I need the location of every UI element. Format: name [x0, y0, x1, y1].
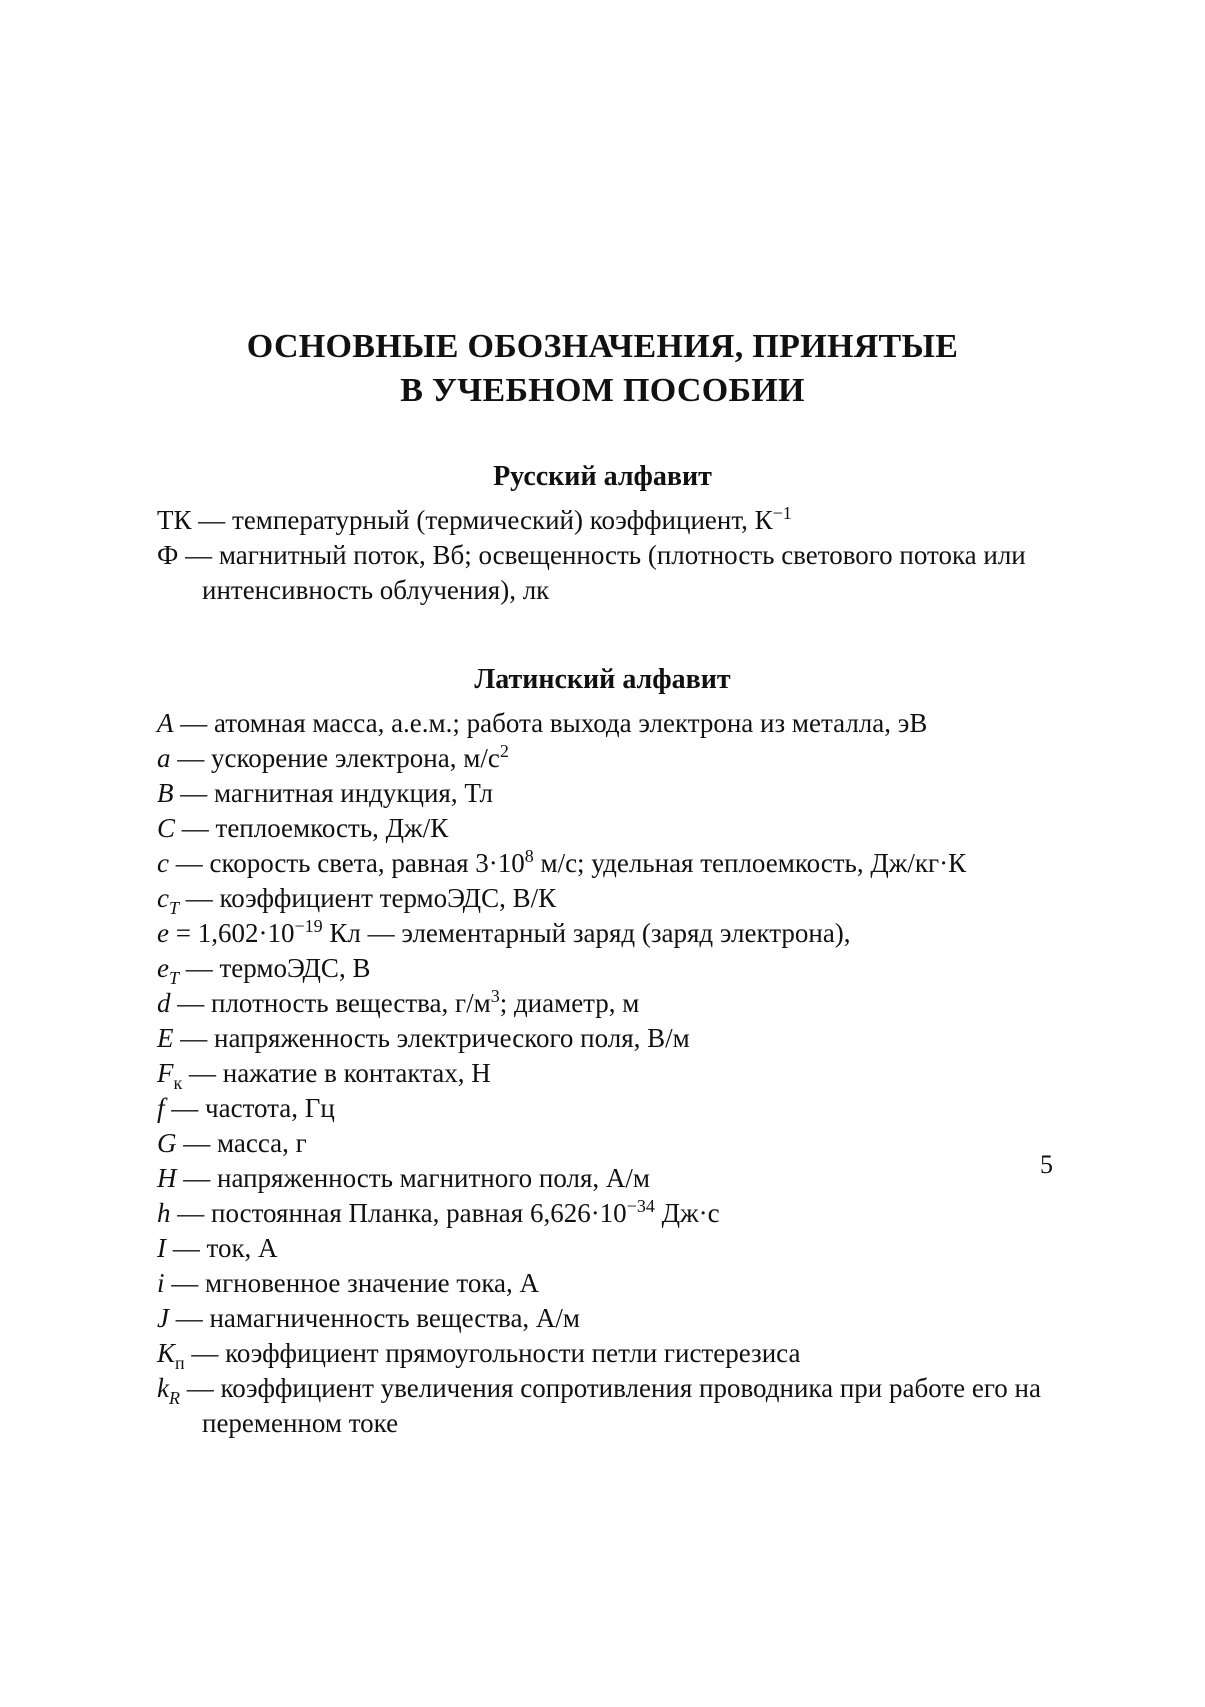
- symbol: Ф: [157, 540, 179, 570]
- symbol-description: — напряженность электрического поля, В/м: [180, 1023, 690, 1053]
- superscript: −1: [772, 503, 792, 523]
- page-number: 5: [1040, 1150, 1053, 1179]
- symbol: C: [157, 813, 176, 843]
- symbol-description: — плотность вещества, г/м: [177, 988, 491, 1018]
- symbol-entry: [157, 538, 1057, 608]
- symbol: c: [157, 848, 169, 878]
- symbol-description-cont: ; диаметр, м: [499, 988, 640, 1018]
- symbol-entry: [157, 986, 1057, 1021]
- superscript: 2: [499, 741, 509, 761]
- symbol-entry: [157, 503, 1057, 538]
- symbol-description-cont: Дж·с: [654, 1198, 720, 1228]
- symbol: E: [157, 1023, 174, 1053]
- symbol: B: [157, 778, 174, 808]
- symbol-description: — нажатие в контактах, Н: [189, 1058, 491, 1088]
- symbol-description: — намагниченность вещества, А/м: [175, 1303, 581, 1333]
- superscript: −34: [626, 1196, 655, 1216]
- latin-symbols-list: [157, 706, 1057, 1441]
- page-title-line-1: ОСНОВНЫЕ ОБОЗНАЧЕНИЯ, ПРИНЯТЫЕ: [246, 328, 959, 365]
- symbol: A: [157, 708, 174, 738]
- symbol-description-cont: м/с; удельная теплоемкость, Дж/кг·К: [533, 848, 967, 878]
- symbol-description: — ускорение электрона, м/с: [177, 743, 500, 773]
- symbol-subscript: T: [168, 968, 179, 988]
- page-title-line-2: В УЧЕБНОМ ПОСОБИИ: [400, 372, 805, 409]
- symbol: e: [157, 918, 169, 948]
- latin-alphabet-heading: Латинский алфавит: [474, 664, 731, 695]
- symbol-description: — скорость света, равная 3·10: [175, 848, 525, 878]
- symbol-description: — мгновенное значение тока, А: [171, 1268, 540, 1298]
- page-title: [0, 325, 1205, 413]
- symbol-entry: [157, 776, 1057, 811]
- symbol-description: — коэффициент термоЭДС, В/К: [185, 883, 557, 913]
- symbol-description: — термоЭДС, В: [185, 953, 371, 983]
- symbol-entry: [157, 1266, 1057, 1301]
- symbol: d: [157, 988, 171, 1018]
- symbol-subscript: R: [168, 1388, 180, 1408]
- symbol-entry: [157, 1371, 1057, 1441]
- symbol-description: — постоянная Планка, равная 6,626·10: [177, 1198, 627, 1228]
- symbol-entry: [157, 1336, 1057, 1371]
- symbol-entry: [157, 706, 1057, 741]
- russian-symbols-list: [157, 503, 1057, 608]
- symbol-description: = 1,602·10: [175, 918, 295, 948]
- symbol-entry: [157, 741, 1057, 776]
- symbol-description: — магнитный поток, Вб; освещенность (плотность светового потока или интенсивность облучения), лк: [185, 540, 1026, 605]
- symbol-subscript: к: [173, 1073, 183, 1093]
- symbol-description: — коэффициент увеличения сопротивления проводника при работе его на переменном токе: [186, 1373, 1041, 1438]
- symbol: a: [157, 743, 171, 773]
- symbol: k: [157, 1373, 169, 1403]
- symbol-description: — температурный (термический) коэффициент, К: [198, 505, 773, 535]
- symbol-description: — теплоемкость, Дж/К: [181, 813, 449, 843]
- symbol: e: [157, 953, 169, 983]
- symbol: K: [157, 1338, 176, 1368]
- symbol-description: — частота, Гц: [171, 1093, 335, 1123]
- symbol: i: [157, 1268, 165, 1298]
- russian-alphabet-heading: Русский алфавит: [493, 461, 712, 492]
- symbol: J: [157, 1303, 169, 1333]
- symbol: f: [157, 1093, 165, 1123]
- symbol-entry: [157, 1196, 1057, 1231]
- symbol: G: [157, 1128, 177, 1158]
- symbol-description: — ток, А: [172, 1233, 278, 1263]
- symbol: H: [157, 1163, 177, 1193]
- symbol-subscript: п: [175, 1353, 185, 1373]
- symbol-entry: [157, 1126, 1057, 1161]
- symbol: F: [157, 1058, 174, 1088]
- symbol-description: — напряженность магнитного поля, А/м: [183, 1163, 650, 1193]
- symbol-description: — атомная масса, а.е.м.; работа выхода электрона из металла, эВ: [180, 708, 928, 738]
- symbol-entry: [157, 1021, 1057, 1056]
- symbol-description: — масса, г: [183, 1128, 307, 1158]
- symbol-entry: [157, 846, 1057, 881]
- symbol: c: [157, 883, 169, 913]
- superscript: 8: [524, 846, 534, 866]
- symbol-entry: [157, 1161, 1057, 1196]
- symbol-subscript: T: [168, 898, 179, 918]
- symbol-description: — коэффициент прямоугольности петли гистерезиса: [191, 1338, 801, 1368]
- symbol: I: [157, 1233, 166, 1263]
- symbol-entry: [157, 1091, 1057, 1126]
- symbol: ТК: [157, 505, 192, 535]
- symbol-entry: [157, 881, 1057, 916]
- superscript: 3: [490, 986, 500, 1006]
- symbol-entry: [157, 1231, 1057, 1266]
- superscript: −19: [294, 916, 323, 936]
- symbol: h: [157, 1198, 171, 1228]
- symbol-description: — магнитная индукция, Тл: [180, 778, 493, 808]
- symbol-entry: [157, 916, 1057, 951]
- symbol-entry: [157, 811, 1057, 846]
- symbol-entry: [157, 1056, 1057, 1091]
- symbol-description-cont: Кл — элементарный заряд (заряд электрона),: [322, 918, 851, 948]
- symbol-entry: [157, 1301, 1057, 1336]
- symbol-entry: [157, 951, 1057, 986]
